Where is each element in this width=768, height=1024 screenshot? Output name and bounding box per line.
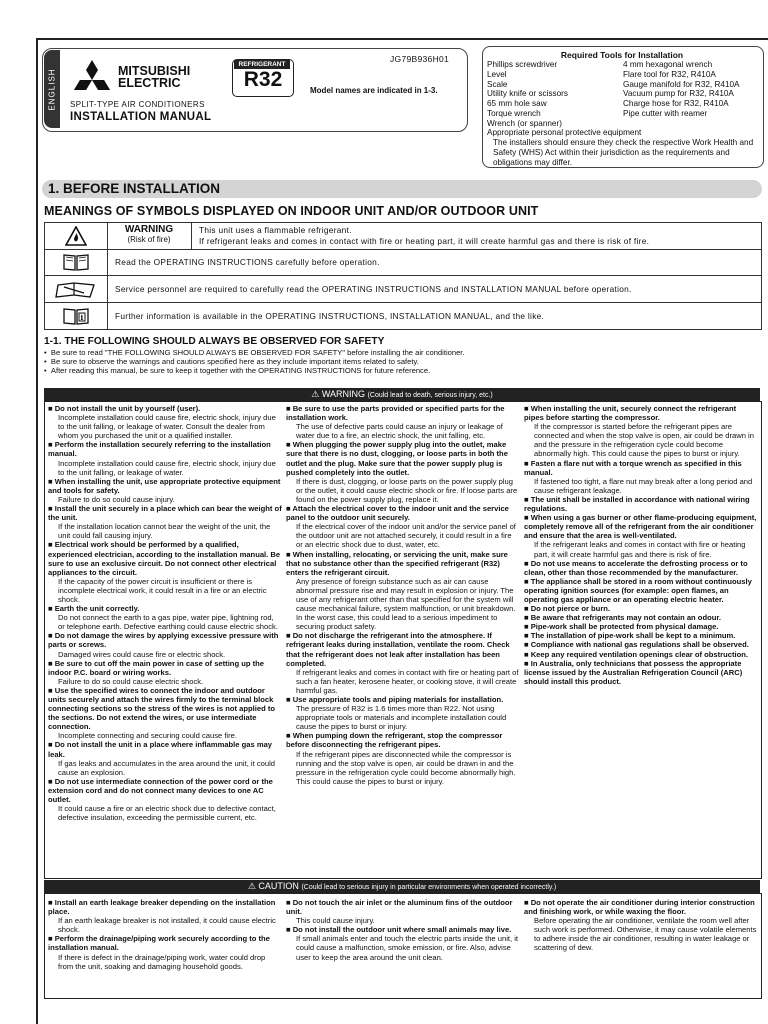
tool-item: 65 mm hole saw [487, 99, 547, 109]
safety-bullet-2: • Be sure to observe the warnings and cautions specified here as they include important items related to safety. [44, 357, 419, 366]
safety-item [524, 604, 758, 613]
safety-item-heading: ■ In Australia, only technicians that possess the appropriate license issued by the Australian Refrigeration Council (ARC) should install this product. [524, 659, 758, 686]
safety-item-heading: ■ Be aware that refrigerants may not contain an odour. [524, 613, 758, 622]
safety-item [524, 577, 758, 604]
safety-item [48, 477, 282, 504]
model-note: Model names are indicated in 1-3. [310, 86, 438, 95]
safety-item [524, 640, 758, 649]
safety-item-detail: If the refrigerant leaks and comes in contact with fire or heating part, it will create harmful gas and there is risk of fire. [534, 540, 746, 559]
safety-item [524, 613, 758, 622]
safety-item-heading: ■ The unit shall be installed in accordance with national wiring regulations. [524, 495, 758, 513]
safety-item [48, 604, 282, 631]
safety-item [524, 622, 758, 631]
tool-item: Charge hose for R32, R410A [623, 99, 729, 109]
safety-item [48, 504, 282, 540]
symbol-row-2-text: Read the OPERATING INSTRUCTIONS carefully before operation. [115, 257, 380, 267]
safety-item-detail: Incomplete connecting and securing could cause fire. [58, 731, 237, 741]
symbol-row-3-text: Service personnel are required to carefully read the OPERATING INSTRUCTIONS and INSTALLATION MANUAL before operation. [115, 284, 632, 294]
safety-item-detail: If the compressor is started before the refrigerant pipes are connected and when the stop valve is open, air could be drawn in and the pressure in the refrigeration cycle could become abnormally high. This could cause the pipes to burst or injury. [534, 422, 754, 459]
refrigerant-value: R32 [243, 68, 283, 91]
warning-column-3 [524, 404, 758, 686]
safety-item-detail: If an earth leakage breaker is not installed, it could cause electric shock. [58, 916, 276, 935]
safety-item [286, 631, 520, 695]
safety-item-detail: If the refrigerant pipes are disconnected while the compressor is running and the stop valve is open, air could be drawn in and the pressure in the refrigeration cycle could become abnormally high. This could cause the pipes to burst or injury. [296, 749, 516, 786]
warning-text [199, 225, 649, 247]
language-tab-label: ENGLISH [47, 67, 57, 111]
tool-item: Torque wrench [487, 108, 541, 118]
symbols-heading: MEANINGS OF SYMBOLS DISPLAYED ON INDOOR UNIT AND/OR OUTDOOR UNIT [44, 204, 539, 218]
warning-triangle-icon: ⚠ [311, 389, 320, 399]
safety-item-heading: ■ When installing the unit, securely connect the refrigerant pipes before starting the compressor. [524, 404, 758, 422]
tool-item: Level [487, 69, 507, 79]
symbols-table [44, 222, 762, 330]
safety-item-heading: ■ Install an earth leakage breaker depending on the installation place. [48, 898, 282, 916]
warning-bar [44, 388, 760, 401]
safety-item [524, 659, 758, 686]
safety-item-heading: ■ Do not use means to accelerate the defrosting process or to clean, other than those recommended by the manufacturer. [524, 559, 758, 577]
section-title: 1. BEFORE INSTALLATION [48, 181, 220, 196]
safety-item-heading: ■ Do not pierce or burn. [524, 604, 758, 613]
document-number: JG79B936H01 [390, 54, 450, 64]
safety-item [286, 925, 520, 961]
safety-item [48, 540, 282, 604]
required-tools-title: Required Tools for Installation [560, 50, 684, 60]
warning-label: WARNING [124, 224, 174, 235]
safety-item [48, 898, 282, 934]
caution-column-3 [524, 898, 758, 953]
safety-item-heading: ■ Perform the drainage/piping work securely according to the installation manual. [48, 934, 282, 952]
safety-item-detail: This could cause injury. [296, 916, 375, 926]
caution-column-2 [286, 898, 520, 962]
caution-triangle-icon: ⚠ [247, 881, 256, 891]
safety-item-heading: ■ When pumping down the refrigerant, stop the compressor before disconnecting the refrigerant pipes. [286, 731, 520, 749]
info-book-icon [45, 302, 108, 329]
service-manual-icon [45, 275, 108, 302]
safety-item [524, 650, 758, 659]
safety-item-detail: The use of defective parts could cause an injury or leakage of water due to a fire, an electric shock, the unit falling, etc. [296, 422, 503, 441]
flame-warning-icon [45, 223, 108, 249]
safety-item-heading: ■ Fasten a flare nut with a torque wrench as specified in this manual. [524, 459, 758, 477]
warning-column-2 [286, 404, 520, 786]
safety-item [286, 550, 520, 632]
symbol-row-service [45, 275, 761, 303]
safety-item-detail: Incomplete installation could cause fire, electric shock, injury due to the unit falling, or leakage of water. Consult the dealer from whom you purchased the unit or a qualified installer. [58, 413, 276, 441]
safety-item-heading: ■ The installation of pipe-work shall be kept to a minimum. [524, 631, 758, 640]
refrigerant-label: REFRIGERANT [234, 60, 290, 69]
tool-item-ppe: Appropriate personal protective equipment [487, 128, 642, 137]
safety-item-detail: If the electrical cover of the indoor unit and/or the service panel of the outdoor unit are not attached securely, it could result in a fire or an electric shock due to dust, water, etc. [296, 522, 516, 550]
safety-item [286, 404, 520, 440]
safety-item-detail: Damaged wires could cause fire or electric shock. [58, 649, 226, 659]
safety-item [524, 513, 758, 558]
safety-item-heading: ■ Perform the installation securely referring to the installation manual. [48, 440, 282, 458]
safety-item-detail: If small animals enter and touch the electric parts inside the unit, it could cause a malfunction, smoke emission, or fire. Also, advise user to keep the area around the unit clean. [296, 934, 519, 962]
manual-title: INSTALLATION MANUAL [70, 111, 212, 123]
svg-text:i: i [80, 312, 84, 322]
safety-item-detail: The pressure of R32 is 1.6 times more than R22. Not using appropriate tools or materials and incomplete installation could cause the pipes to burst or injury. [296, 704, 507, 732]
bullet-text: After reading this manual, be sure to keep it together with the OPERATING INSTRUCTIONS for future reference. [50, 366, 431, 375]
safety-item-detail: If the capacity of the power circuit is insufficient or there is incomplete electrical work, it could result in a fire or an electric shock. [58, 576, 267, 604]
safety-item-heading: ■ Do not damage the wires by applying excessive pressure with parts or screws. [48, 631, 282, 649]
safety-item-detail: Incomplete installation could cause fire, electric shock, injury due to the unit falling, or leakage of water. [58, 458, 276, 477]
product-type: SPLIT-TYPE AIR CONDITIONERS [70, 100, 205, 109]
safety-item [286, 731, 520, 786]
warning-sublabel: (Risk of fire) [127, 235, 171, 244]
safety-item-heading: ■ When installing, relocating, or servicing the unit, make sure that no substance other than the specified refrigerant (R32) enters the refrigerant circuit. [286, 550, 520, 577]
safety-item-heading: ■ Pipe-work shall be protected from physical damage. [524, 622, 758, 631]
safety-item-detail: If refrigerant leaks and comes in contact with fire or heating part of such a fan heater, kerosene heater, or cooking stove, it will create harmful gas. [296, 667, 519, 695]
safety-item [524, 459, 758, 495]
tools-right-list [623, 60, 761, 119]
tool-item: Utility knife or scissors [487, 89, 568, 99]
warning-text-line-2: If refrigerant leaks and comes in contact with fire or heating part, it will create harmful gas and there is risk of fire. [199, 236, 650, 246]
bullet-text: Be sure to read "THE FOLLOWING SHOULD ALWAYS BE OBSERVED FOR SAFETY" before installing the air conditioner. [50, 348, 465, 357]
safety-item [286, 504, 520, 549]
safety-item-detail: If fastened too tight, a flare nut may break after a long period and cause refrigerant leakage. [534, 476, 753, 495]
safety-item [48, 777, 282, 822]
safety-item [286, 440, 520, 504]
safety-item-heading: ■ The appliance shall be stored in a room without continuously operating ignition sources (for example: open flames, an operating gas appliance or an operating electric heater. [524, 577, 758, 604]
safety-item-detail: If there is defect in the drainage/piping work, water could drop from the unit, soaking and damaging household goods. [58, 952, 266, 971]
safety-item [48, 631, 282, 658]
caution-column-1 [48, 898, 282, 971]
safety-item-detail: If gas leaks and accumulates in the area around the unit, it could cause an explosion. [58, 758, 275, 777]
caution-bar-sub: (Could lead to serious injury in particular environments when operated incorrectly.) [301, 884, 557, 891]
safety-item-detail: Do not connect the earth to a gas pipe, water pipe, lightning rod, or telephone earth. Defective earthing could cause electric shock. [58, 613, 278, 632]
safety-item-detail: Failure to do so could cause electric shock. [58, 676, 204, 686]
safety-item-heading: ■ Be sure to use the parts provided or specified parts for the installation work. [286, 404, 520, 422]
symbol-row-info [45, 302, 761, 329]
tool-item: Pipe cutter with reamer [623, 108, 708, 118]
tool-item: 4 mm hexagonal wrench [623, 60, 713, 69]
safety-item-heading: ■ When plugging the power supply plug into the outlet, make sure that there is no dust, clogging, or loose parts in both the outlet and the plug. Make sure that the power supply plug is pushed completely into the outlet. [286, 440, 520, 476]
safety-item-heading: ■ Attach the electrical cover to the indoor unit and the service panel to the outdoor unit securely. [286, 504, 520, 522]
safety-item-heading: ■ Do not discharge the refrigerant into the atmosphere. If refrigerant leaks during installation, ventilate the room. Check that the refrigerant does not leak after installation has been completed. [286, 631, 520, 667]
safety-item [48, 659, 282, 686]
safety-item-heading: ■ Earth the unit correctly. [48, 604, 282, 613]
safety-item [524, 495, 758, 513]
book-icon [45, 249, 108, 275]
safety-item-heading: ■ Be sure to cut off the main power in case of setting up the indoor P.C. board or wiring works. [48, 659, 282, 677]
warning-bar-label: WARNING [321, 389, 366, 399]
safety-item-detail: Any presence of foreign substance such as air can cause abnormal pressure rise and may result in explosion or injury. The use of any refrigerant other than that specified for the system will cause mechanical failure, system malfunction, or unit breakdown. In the worst case, this could lead to a serious impediment to securing product safety. [296, 576, 516, 632]
safety-item-heading: ■ Use the specified wires to connect the indoor and outdoor units securely and attach the wires firmly to the terminal block connecting sections so the stress of the wires is not applied to the sections. Do not extend the wires, or use intermediate connection. [48, 686, 282, 731]
safety-bullet-3: • After reading this manual, be sure to keep it together with the OPERATING INSTRUCTIONS for future reference. [44, 366, 431, 375]
safety-item-detail: Failure to do so could cause injury. [58, 494, 175, 504]
safety-item-heading: ■ Do not install the unit in a place where inflammable gas may leak. [48, 740, 282, 758]
safety-item [286, 695, 520, 731]
safety-item-heading: ■ Keep any required ventilation openings clear of obstruction. [524, 650, 758, 659]
safety-item [524, 631, 758, 640]
bullet-text: Be sure to observe the warnings and cautions specified here as they include important items related to safety. [50, 357, 419, 366]
safety-item [48, 740, 282, 776]
caution-bar [44, 880, 760, 893]
whs-note: The installers should ensure they check the respective Work Health and Safety (WHS) Act within their jurisdiction as the requirements and obligations may differ. [493, 138, 754, 167]
safety-item-heading: ■ Compliance with national gas regulations shall be observed. [524, 640, 758, 649]
safety-item-detail: Before operating the air conditioner, ventilate the room well after such work is performed. Otherwise, it may cause volatile elements to adhere inside the air conditioner, resulting in water leakage or scattering of dew. [534, 916, 757, 953]
mitsubishi-logo-icon [70, 59, 114, 95]
safety-item [48, 934, 282, 970]
safety-item-detail: If there is dust, clogging, or loose parts on the power supply plug or the outlet, it could cause electric shock or fire. If loose parts are found on the power supply plug, replace it. [296, 476, 518, 504]
safety-subheading: 1-1. THE FOLLOWING SHOULD ALWAYS BE OBSERVED FOR SAFETY [44, 336, 385, 347]
safety-item [524, 404, 758, 459]
safety-item [524, 559, 758, 577]
symbol-row-4-text: Further information is available in the OPERATING INSTRUCTIONS, INSTALLATION MANUAL, and the like. [115, 311, 545, 321]
brand-name [118, 66, 190, 89]
safety-item-heading: ■ Do not touch the air inlet or the aluminum fins of the outdoor unit. [286, 898, 520, 916]
safety-item-heading: ■ Electrical work should be performed by a qualified, experienced electrician, according to the installation manual. Be sure to use an exclusive circuit. Do not connect other electrical appliances to the circuit. [48, 540, 282, 576]
warning-text-line-1: This unit uses a flammable refrigerant. [199, 225, 352, 235]
safety-item-heading: ■ Use appropriate tools and piping materials for installation. [286, 695, 520, 704]
safety-item-heading: ■ Do not operate the air conditioner during interior construction and finishing work, or while waxing the floor. [524, 898, 758, 916]
safety-item [48, 440, 282, 476]
safety-item-detail: It could cause a fire or an electric shock due to defective contact, defective insulation, exceeding the permissible current, etc. [58, 804, 276, 823]
tool-item: Wrench (or spanner) [487, 118, 562, 128]
safety-item-heading: ■ When installing the unit, use appropriate protective equipment and tools for safety. [48, 477, 282, 495]
tools-left-list [487, 60, 627, 129]
safety-bullet-1: • Be sure to read "THE FOLLOWING SHOULD ALWAYS BE OBSERVED FOR SAFETY" before installing the air conditioner. [44, 348, 465, 357]
warning-label-cell [107, 223, 192, 249]
safety-item-heading: ■ Do not install the outdoor unit where small animals may live. [286, 925, 520, 934]
tool-item: Phillips screwdriver [487, 60, 558, 69]
safety-item-detail: If the installation location cannot bear the weight of the unit, the unit could fall causing injury. [58, 522, 271, 541]
safety-item-heading: ■ Install the unit securely in a place which can bear the weight of the unit. [48, 504, 282, 522]
symbol-row-warning [45, 223, 761, 250]
tool-item: Scale [487, 79, 508, 89]
tool-item: Vacuum pump for R32, R410A [623, 89, 734, 99]
caution-bar-label: CAUTION [258, 881, 299, 891]
brand-line-1: MITSUBISHI [118, 64, 191, 78]
safety-item [48, 686, 282, 741]
safety-item-heading: ■ Do not use intermediate connection of the power cord or the extension cord and do not connect many devices to one AC outlet. [48, 777, 282, 804]
symbol-row-read-instructions [45, 249, 761, 276]
safety-item-heading: ■ When using a gas burner or other flame-producing equipment, completely remove all of the refrigerant from the air conditioner and ensure that the area is well-ventilated. [524, 513, 758, 540]
safety-item [524, 898, 758, 953]
safety-item [286, 898, 520, 925]
safety-item [48, 404, 282, 440]
safety-item-heading: ■ Do not install the unit by yourself (user). [48, 404, 282, 413]
warning-bar-sub: (Could lead to death, serious injury, etc.) [367, 392, 493, 399]
brand-line-2: ELECTRIC [118, 75, 181, 90]
tool-item: Gauge manifold for R32, R410A [623, 79, 740, 89]
warning-column-1 [48, 404, 282, 822]
top-rule [36, 38, 768, 40]
tool-item: Flare tool for R32, R410A [623, 69, 716, 79]
left-rule [36, 38, 38, 1024]
